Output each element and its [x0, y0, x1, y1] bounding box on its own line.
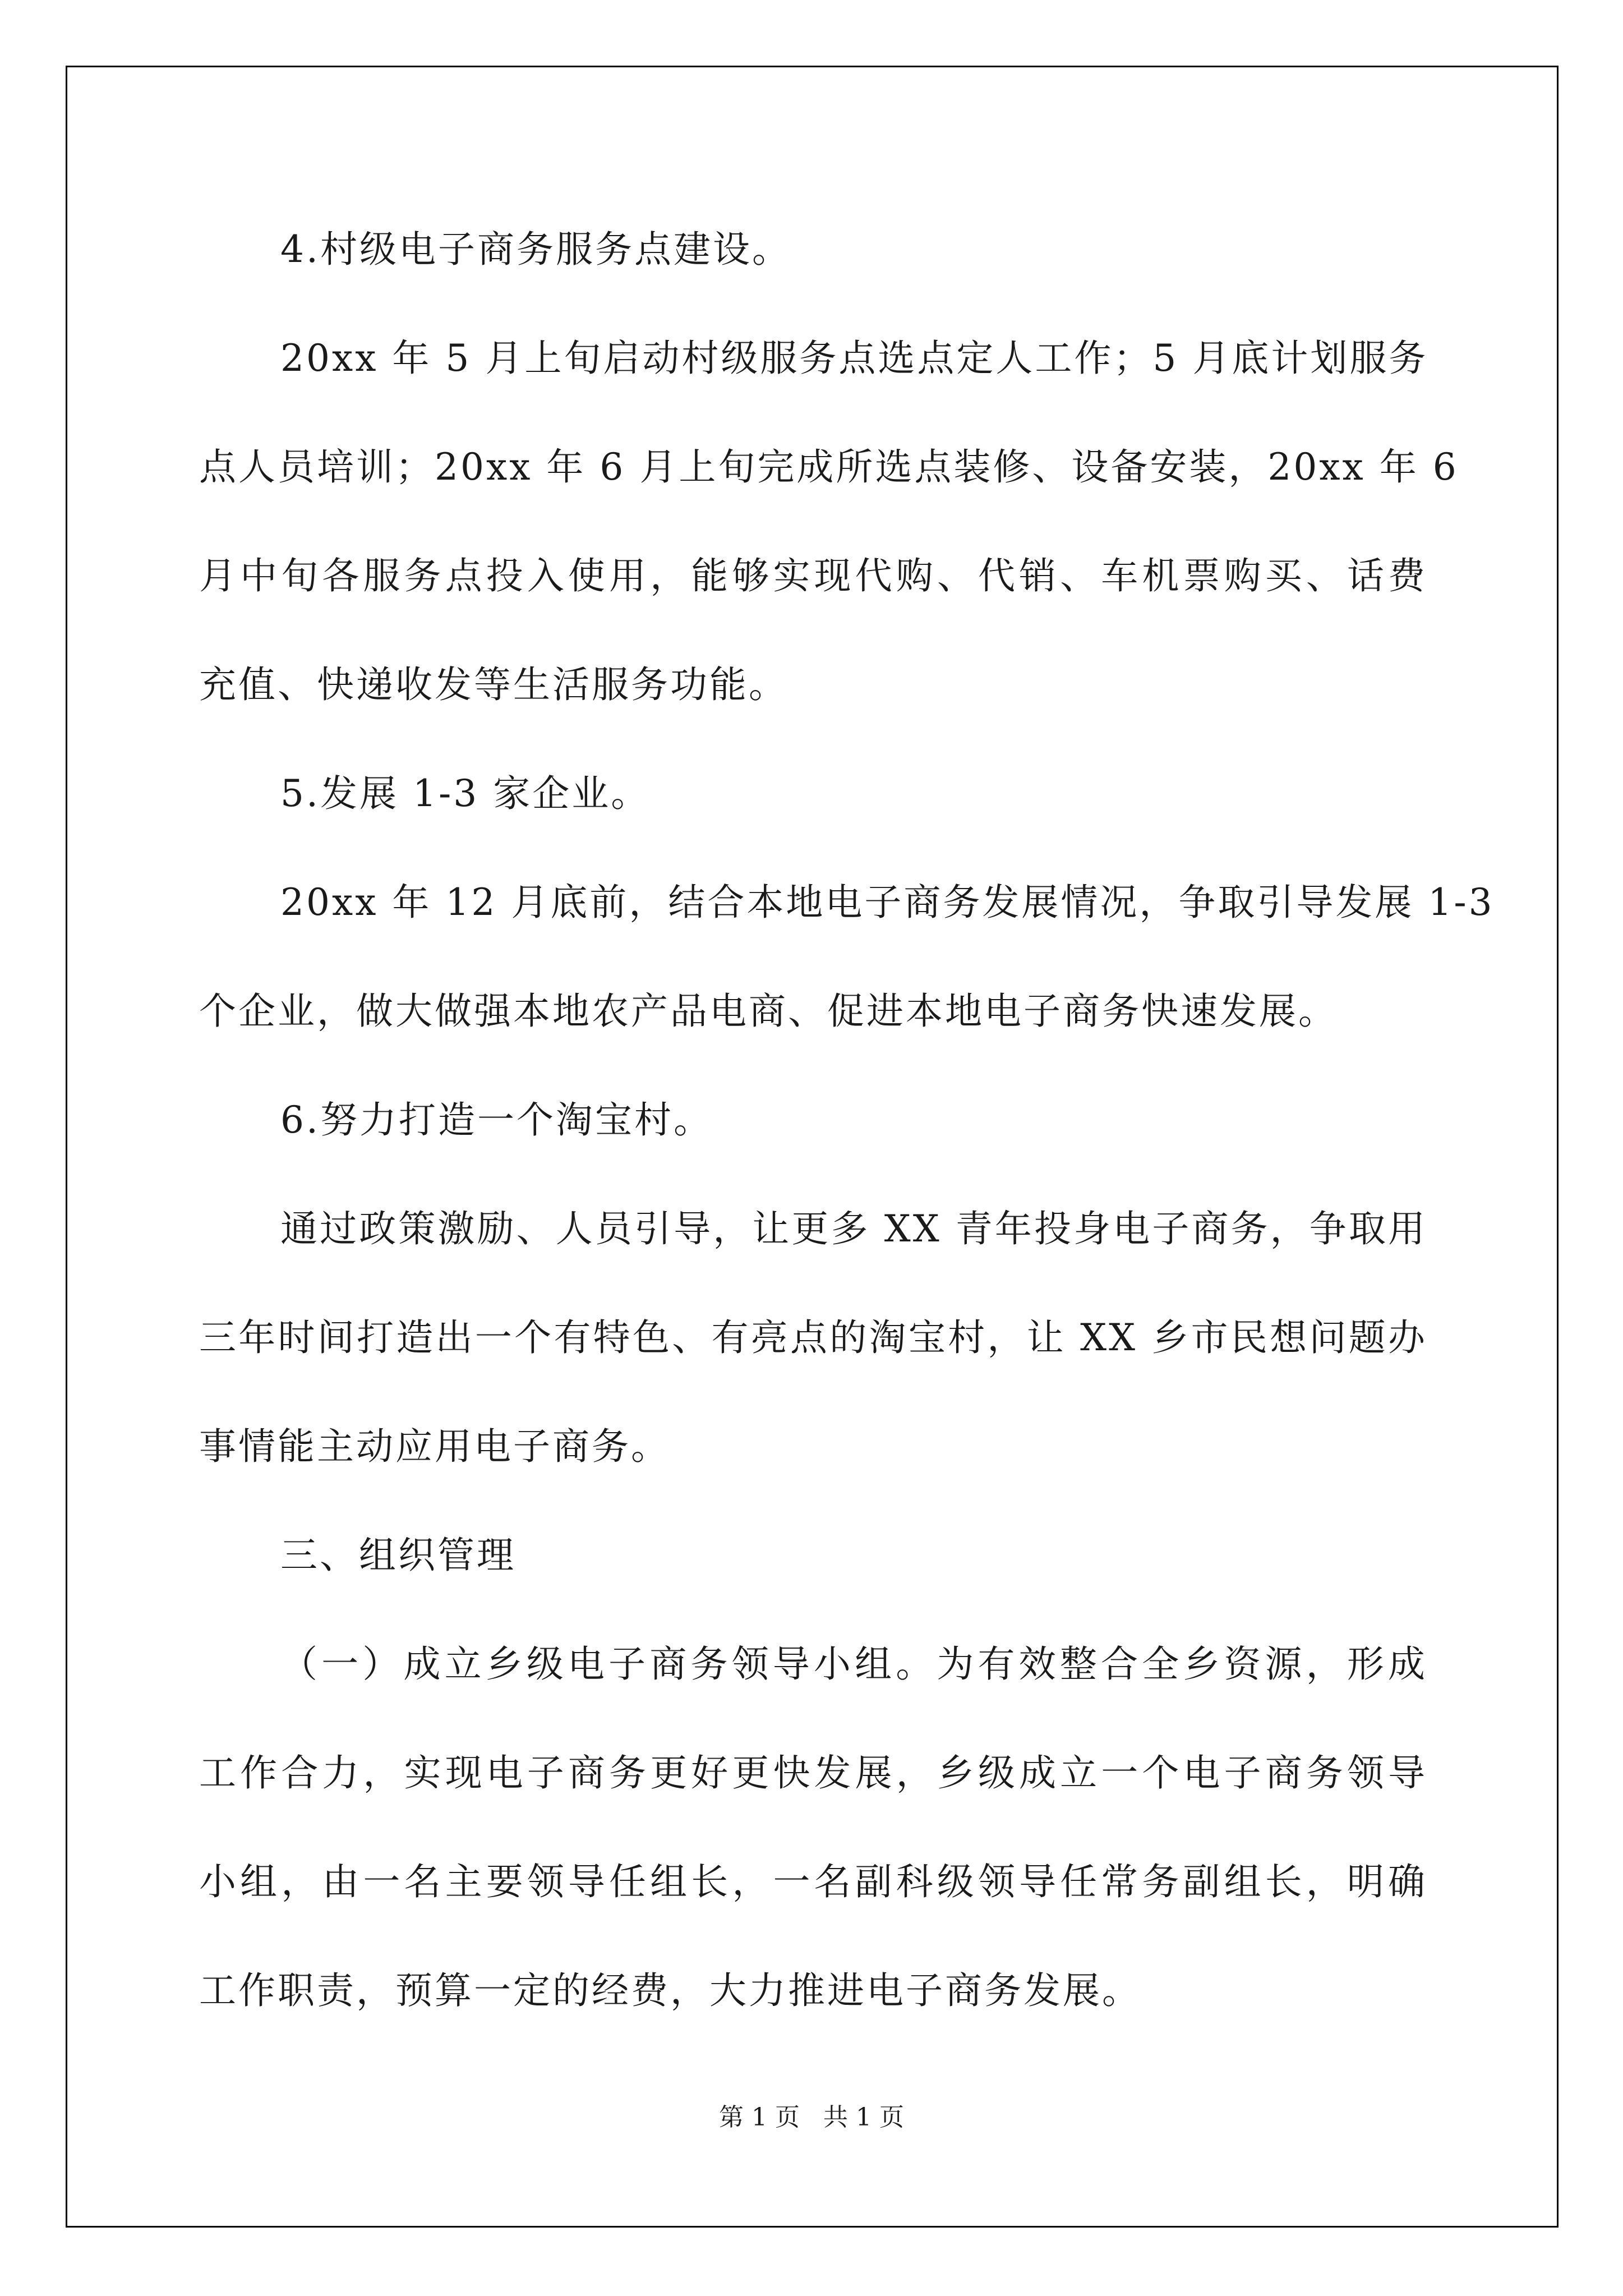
heading-item-5: 5.发展 1-3 家企业。 — [280, 772, 651, 815]
paragraph-line: 20xx 年 12 月底前，结合本地电子商务发展情况，争取引导发展 1-3 — [280, 881, 1495, 924]
heading-item-6: 6.努力打造一个淘宝村。 — [280, 1098, 713, 1142]
paragraph-line: 事情能主动应用电子商务。 — [199, 1425, 670, 1468]
paragraph-line: 三年时间打造出一个有特色、有亮点的淘宝村，让 XX 乡市民想问题办 — [199, 1316, 1427, 1359]
paragraph-line: 月中旬各服务点投入使用，能够实现代购、代销、车机票购买、话费 — [199, 554, 1427, 597]
paragraph-line: 充值、快递收发等生活服务功能。 — [199, 663, 788, 706]
paragraph-line: 点人员培训；20xx 年 6 月上旬完成所选点装修、设备安装，20xx 年 6 — [199, 445, 1459, 489]
paragraph-line: 工作职责，预算一定的经费，大力推进电子商务发展。 — [199, 1969, 1141, 2012]
heading-item-4: 4.村级电子商务服务点建设。 — [280, 228, 791, 271]
paragraph-line: 20xx 年 5 月上旬启动村级服务点选点定人工作；5 月底计划服务 — [280, 337, 1428, 380]
paragraph-line: 工作合力，实现电子商务更好更快发展，乡级成立一个电子商务领导 — [199, 1751, 1427, 1795]
paragraph-line: 小组，由一名主要领导任组长，一名副科级领导任常务副组长，明确 — [199, 1860, 1427, 1903]
section-heading: 三、组织管理 — [280, 1534, 516, 1577]
paragraph-line: （一）成立乡级电子商务领导小组。为有效整合全乡资源，形成 — [280, 1642, 1427, 1686]
paragraph-line: 个企业，做大做强本地农产品电商、促进本地电子商务快速发展。 — [199, 990, 1338, 1033]
paragraph-line: 通过政策激励、人员引导，让更多 XX 青年投身电子商务，争取用 — [280, 1207, 1427, 1250]
page-footer: 第 1 页 共 1 页 — [719, 2103, 904, 2132]
